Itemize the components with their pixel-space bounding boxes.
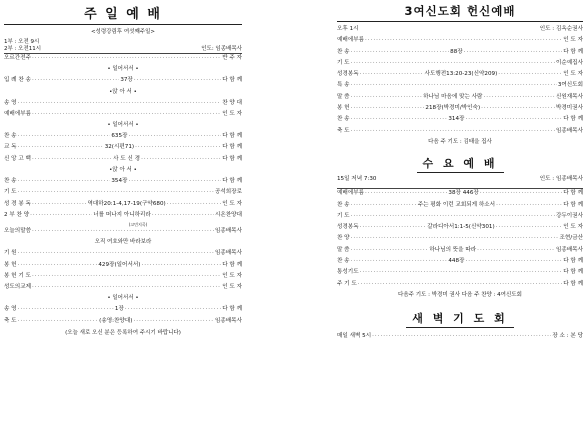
sunday-leader: 인도: 임종배목사 — [201, 45, 242, 52]
order-row — [4, 77, 242, 88]
order-row — [4, 306, 242, 317]
order-label: 주 기 도 — [337, 280, 357, 287]
order-person: 박경미권사 — [555, 105, 583, 112]
order-person: 다 함 께 — [563, 280, 583, 287]
dawn-place: 장 소 : 본 당 — [552, 332, 583, 339]
dawn-row — [337, 333, 583, 344]
order-label: 예배에부름 — [4, 110, 32, 117]
order-label: 찬 송 — [337, 201, 350, 208]
order-detail: (송영:찬양대) — [99, 317, 133, 324]
order-person: 찬 양 대 — [222, 99, 242, 106]
women-next-prayer: 다음 주 기도 : 김태을 집사 — [428, 138, 492, 145]
order-person: 시온찬양대 — [214, 211, 242, 218]
order-person: 다 함 께 — [563, 190, 583, 197]
order-label: 예배에부름 — [337, 190, 365, 197]
order-label: 송 영 — [4, 306, 17, 313]
order-row — [4, 212, 242, 221]
women-service-header — [337, 26, 583, 37]
order-detail: 갈라디아서1:1-5(신약301) — [427, 224, 495, 231]
order-person: 인 도 자 — [222, 200, 242, 207]
order-detail: 314장 — [448, 116, 465, 123]
order-person: 임종배목사 — [555, 246, 583, 253]
order-label: 찬 송 — [337, 116, 350, 123]
order-person: 3여신도회 — [557, 82, 583, 89]
order-detail: 88장 — [450, 48, 463, 55]
time-second: 2부 : 오전11시 — [4, 45, 42, 52]
order-label: 찬 양 — [337, 235, 350, 242]
wednesday-time: 15일 저녁 7:30 — [337, 175, 377, 182]
title-divider — [4, 24, 242, 25]
order-instruction: • 일어서서 • — [107, 66, 139, 73]
welcome-note: (오늘 새로 오신 분은 등록하여 주시기 바랍니다) — [65, 330, 181, 337]
order-label: 성경봉독 — [337, 71, 359, 78]
order-row — [337, 49, 583, 60]
time-first: 1부 : 오전 9시 — [4, 39, 40, 45]
order-person: 임종배목사 — [214, 250, 242, 257]
order-detail: 354장 — [111, 178, 128, 185]
order-person: 임종배목사 — [214, 227, 242, 234]
order-label: 오르간전주 — [4, 55, 32, 61]
order-row — [4, 262, 242, 273]
order-person: 인 도 자 — [222, 284, 242, 291]
order-label: 찬 송 — [337, 48, 350, 55]
order-person: 인 도 자 — [563, 224, 583, 231]
order-row — [4, 228, 242, 239]
order-detail: 429장(일어서서) — [98, 261, 141, 268]
order-row — [4, 318, 242, 329]
order-row — [337, 128, 583, 139]
order-person: 임종배목사 — [214, 317, 242, 324]
wednesday-header — [337, 176, 583, 187]
order-instruction: •앉 아 서 • — [109, 88, 137, 95]
order-row — [4, 100, 242, 111]
order-row — [4, 250, 242, 261]
order-person: 반 주 자 — [222, 55, 242, 61]
order-row — [337, 190, 583, 201]
order-row — [337, 235, 583, 246]
order-person: 다 함 께 — [222, 306, 242, 313]
order-row — [4, 273, 242, 284]
sunday-service-column — [4, 0, 242, 337]
order-person: 다 함 께 — [222, 133, 242, 140]
sunday-service-title: 주 일 예 배 — [84, 7, 162, 22]
order-person: 조현/금산 — [559, 235, 583, 242]
women-service-title: 3여신도회 헌신예배 — [404, 4, 516, 18]
dawn-time: 매일 새벽 5시 — [337, 332, 372, 339]
order-label: 입 례 찬 송 — [4, 77, 31, 84]
order-person: 다 함 께 — [222, 261, 242, 268]
order-person: 다 함 께 — [563, 48, 583, 55]
order-instruction: •앉 아 서 • — [109, 167, 137, 174]
order-detail: 38장 446장 — [448, 190, 479, 197]
order-label: 특 송 — [337, 82, 350, 89]
order-label: 예배에부름 — [337, 37, 365, 44]
order-label: 기 도 — [4, 189, 17, 196]
wednesday-title: 수 요 예 배 — [417, 155, 504, 173]
order-detail: 역대하20:1-4,17-19(구약680) — [87, 200, 166, 207]
order-row — [4, 178, 242, 189]
women-service-time: 오후 1시 — [337, 26, 359, 32]
order-label: 기 도 — [337, 59, 350, 66]
order-detail: 218장(박경미/박인숙) — [425, 105, 481, 112]
women-order-list — [337, 37, 583, 139]
order-person: 신원재목사 — [555, 93, 583, 100]
order-person: 인 도 자 — [563, 71, 583, 78]
order-label: 축 도 — [337, 127, 350, 134]
order-row — [4, 284, 242, 295]
order-label: 성 경 봉 독 — [4, 200, 31, 207]
order-label: 축 도 — [4, 317, 17, 324]
wednesday-heading — [337, 152, 583, 173]
order-label: 2 부 찬 양 — [4, 211, 30, 218]
order-row — [337, 37, 583, 48]
order-detail: 너를 떠나지 아니하리라 — [93, 211, 151, 218]
order-detail: 주는 평화 이런 교회되게 하소서 — [417, 201, 496, 208]
order-detail: 하나님 마음에 맞는 사람 — [423, 93, 483, 100]
order-person: 다 함 께 — [563, 116, 583, 123]
order-label: 성도의교제 — [4, 284, 32, 291]
order-person: 다 함 께 — [563, 258, 583, 265]
sunday-order-list — [4, 55, 242, 329]
order-row — [4, 144, 242, 155]
order-person: 인 도 자 — [222, 110, 242, 117]
order-detail: 사 도 신 경 — [113, 155, 141, 162]
order-label: 찬 송 — [337, 258, 350, 265]
order-label: 통성기도 — [337, 269, 359, 276]
composer-note: (고민지곡) — [128, 221, 148, 227]
order-row — [337, 281, 583, 292]
order-person: 강두이권사 — [555, 212, 583, 219]
order-detail: 하나님의 뜻을 따라 — [429, 246, 477, 253]
order-label: 봉 헌 기 도 — [4, 272, 31, 279]
order-person: 공석희장로 — [214, 189, 242, 196]
order-row — [4, 201, 242, 212]
order-row — [337, 60, 583, 71]
order-person: 다 함 께 — [222, 178, 242, 185]
order-detail: 635장 — [111, 133, 128, 140]
order-detail: 37장 — [120, 77, 133, 84]
order-detail: 448장 — [448, 258, 465, 265]
order-label: 기 도 — [337, 212, 350, 219]
order-label: 찬 송 — [4, 178, 17, 185]
order-person: 다 함 께 — [222, 155, 242, 162]
wednesday-next: 다음주 기도 : 박경미 권사 다음 주 찬양 : 4여신도회 — [398, 291, 522, 298]
order-row — [337, 116, 583, 127]
order-person: 임종배목사 — [555, 127, 583, 134]
dawn-heading — [337, 307, 583, 328]
order-person: 이순예집사 — [555, 59, 583, 66]
order-row — [337, 94, 583, 105]
order-row — [337, 224, 583, 235]
evening-column — [337, 0, 583, 344]
order-row — [4, 133, 242, 144]
order-label: 말 씀 — [337, 246, 350, 253]
order-label: 말 씀 — [337, 93, 350, 100]
order-label: 봉 헌 — [337, 105, 350, 112]
order-person: 다 함 께 — [222, 144, 242, 151]
order-detail: 1장 — [114, 306, 124, 313]
order-label: 기 원 — [4, 250, 17, 257]
order-label: 찬 송 — [4, 133, 17, 140]
order-person: 인 도 자 — [222, 272, 242, 279]
order-instruction: • 일어서서 • — [107, 122, 139, 129]
order-row — [337, 269, 583, 280]
wednesday-leader: 인도 : 임종배목사 — [539, 175, 583, 182]
order-person: 다 함 께 — [563, 201, 583, 208]
order-instruction: • 일어서서 • — [107, 295, 139, 302]
order-detail: 32(시편71) — [104, 144, 135, 151]
order-row — [4, 189, 242, 200]
order-row — [337, 247, 583, 258]
wednesday-order-list — [337, 190, 583, 292]
order-label: 신 앙 고 백 — [4, 155, 31, 162]
order-row — [4, 55, 242, 66]
dawn-title: 새 벽 기 도 회 — [406, 310, 513, 328]
order-row — [4, 156, 242, 167]
order-instruction: 오직 여호와만 바라보라 — [94, 239, 152, 246]
sunday-subtitle: <성령강림후 여섯째주일> — [90, 29, 156, 35]
order-person: 다 함 께 — [222, 77, 242, 84]
order-label: 교 독 — [4, 144, 17, 151]
order-row — [337, 258, 583, 269]
order-label: 성경봉독 — [337, 224, 359, 231]
order-person: 인 도 자 — [563, 37, 583, 44]
order-row — [337, 82, 583, 93]
leader-divider — [4, 53, 242, 54]
service-times — [4, 35, 242, 52]
women-service-leader: 인도 : 김옥순권사 — [539, 26, 583, 32]
order-row — [337, 202, 583, 213]
order-person: 다 함 께 — [563, 269, 583, 276]
order-row — [337, 213, 583, 224]
order-label: 오늘의말씀 — [4, 227, 32, 234]
order-row — [337, 105, 583, 116]
order-detail: 사도행전13:20-23(신약209) — [424, 71, 498, 78]
women-title-divider — [337, 21, 583, 22]
order-row — [4, 111, 242, 122]
order-label: 송 영 — [4, 99, 17, 106]
order-row — [337, 71, 583, 82]
order-label: 봉 헌 — [4, 261, 17, 268]
